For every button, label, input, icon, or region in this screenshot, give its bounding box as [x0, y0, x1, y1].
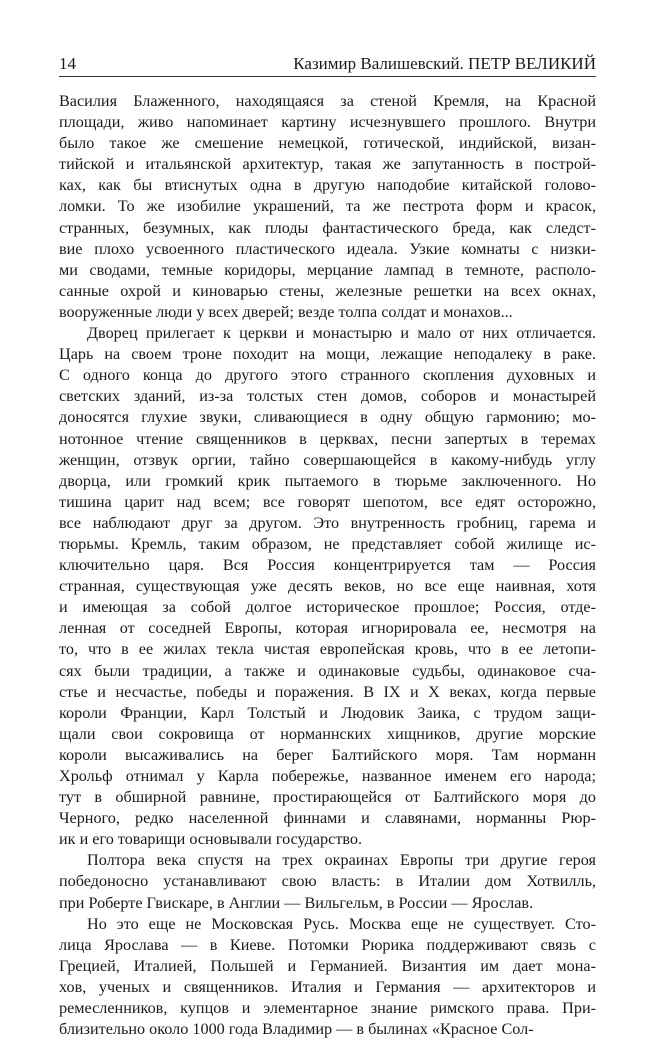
text-line: дворца, или громкий крик пытаемого в тюрьме заключенного. Но	[59, 471, 596, 490]
text-line: короли Франции, Карл Толстый и Людовик Заика, с трудом защи-	[59, 703, 596, 722]
text-line: Но это еще не Московская Русь. Москва еще не существует. Сто-	[87, 914, 596, 933]
text-line: ленная от соседней Европы, которая игнорировала ее, несмотря на	[59, 619, 596, 638]
text-line: победоносно устанавливают свою власть: в Италии дом Хотвилль,	[59, 872, 596, 891]
text-line: светских зданий, из-за толстых стен домов, соборов и монастырей	[59, 387, 596, 406]
text-line: ик и его товарищи основывали государство.	[59, 830, 363, 849]
text-line: санные охрой и киноварью стены, железные решетки на всех окнах,	[59, 281, 596, 300]
book-page	[59, 54, 596, 1040]
text-line: Грецией, Италией, Польшей и Германией. Византия им дает мона-	[59, 956, 596, 975]
text-line: сях были традиции, а также и одинаковые судьбы, одинаковое сча-	[59, 661, 596, 680]
text-line: Полтора века спустя на трех окраинах Европы три другие героя	[87, 851, 596, 870]
text-line: было такое же смешение немецкой, готической, индийской, визан-	[59, 134, 596, 153]
text-line: Черного, редко населенной финнами и славянами, норманны Рюр-	[59, 809, 596, 828]
text-line: при Роберте Гвискаре, в Англии — Вильгельм, в России — Ярослав.	[59, 893, 534, 912]
paragraph	[59, 850, 596, 913]
text-line: тийской и итальянской архитектур, такая же запутанность в построй-	[59, 155, 596, 174]
running-head	[59, 54, 596, 77]
text-line: короли высаживались на берег Балтийского моря. Там норманн	[59, 745, 596, 764]
text-line: вооруженные люди у всех дверей; везде толпа солдат и монахов...	[59, 302, 513, 321]
text-line: Царь на своем троне походит на мощи, лежащие неподалеку в раке.	[59, 345, 596, 364]
paragraph	[59, 91, 596, 323]
text-line: все наблюдают друг за другом. Это внутренность гробниц, гарема и	[59, 513, 596, 532]
text-line: вие плохо усвоенного пластического идеала. Узкие комнаты с низки-	[59, 239, 596, 258]
text-line: странная, существующая уже десять веков, но все еще наивная, хотя	[59, 577, 596, 596]
text-line: женщин, отзвук оргии, тайно совершающейся в какому-нибудь углу	[59, 450, 596, 469]
text-line: ках, как бы втиснутых одна в другую наподобие китайской голово-	[59, 176, 596, 195]
text-line: доносятся глухие звуки, сливающиеся в одну общую гармонию; мо-	[59, 408, 596, 427]
text-line: ломки. То же изобилие украшений, та же пестрота форм и красок,	[59, 197, 596, 216]
text-line: близительно около 1000 года Владимир — в былинах «Красное Сол-	[59, 1020, 534, 1039]
text-line: хов, ученых и священников. Италия и Германия — архитекторов и	[59, 977, 596, 996]
text-line: тюрьмы. Кремль, таким образом, не представляет собой жилище ис-	[59, 534, 596, 553]
paragraph	[59, 323, 596, 850]
text-line: то, что в ее жилах текла чистая европейская кровь, что в ее летопи-	[59, 640, 596, 659]
text-line: С одного конца до другого этого странного скопления духовных и	[59, 366, 596, 385]
text-line: Дворец прилегает к церкви и монастырю и мало от них отличается.	[87, 324, 596, 343]
text-line: лица Ярослава — в Киеве. Потомки Рюрика поддерживают связь с	[59, 935, 596, 954]
text-line: щали свои сокровища от норманнских хищников, другие морские	[59, 724, 596, 743]
text-line: площади, живо напоминает картину исчезнувшего прошлого. Внутри	[59, 113, 596, 132]
text-line: стье и несчастье, победы и поражения. В IX и X веках, когда первые	[59, 682, 596, 701]
text-line: Василия Блаженного, находящаяся за стеной Кремля, на Красной	[59, 92, 596, 110]
running-title: Казимир Валишевский. ПЕТР ВЕЛИКИЙ	[293, 54, 596, 73]
paragraph	[59, 914, 596, 1040]
body-text	[59, 91, 596, 1040]
text-line: нотонное чтение священников в церквах, песни запертых в теремах	[59, 429, 596, 448]
text-line: ми сводами, темные коридоры, мерцание лампад в темноте, располо-	[59, 260, 596, 279]
text-line: тишина царит над всем; все говорят шепотом, все едят осторожно,	[59, 492, 596, 511]
text-line: странных, безумных, как плоды фантастического бреда, как следст-	[59, 218, 596, 237]
text-line: и имеющая за собой долгое историческое прошлое; Россия, отде-	[59, 598, 596, 617]
page-number: 14	[59, 54, 76, 73]
text-line: ремесленников, купцов и элементарное знание римского права. При-	[59, 999, 596, 1018]
text-line: тут в обширной равнине, простирающейся от Балтийского моря до	[59, 788, 596, 807]
text-line: ключительно царя. Вся Россия концентрируется там — Россия	[59, 556, 596, 575]
text-line: Хрольф отнимал у Карла побережье, названное именем его народа;	[59, 767, 596, 785]
